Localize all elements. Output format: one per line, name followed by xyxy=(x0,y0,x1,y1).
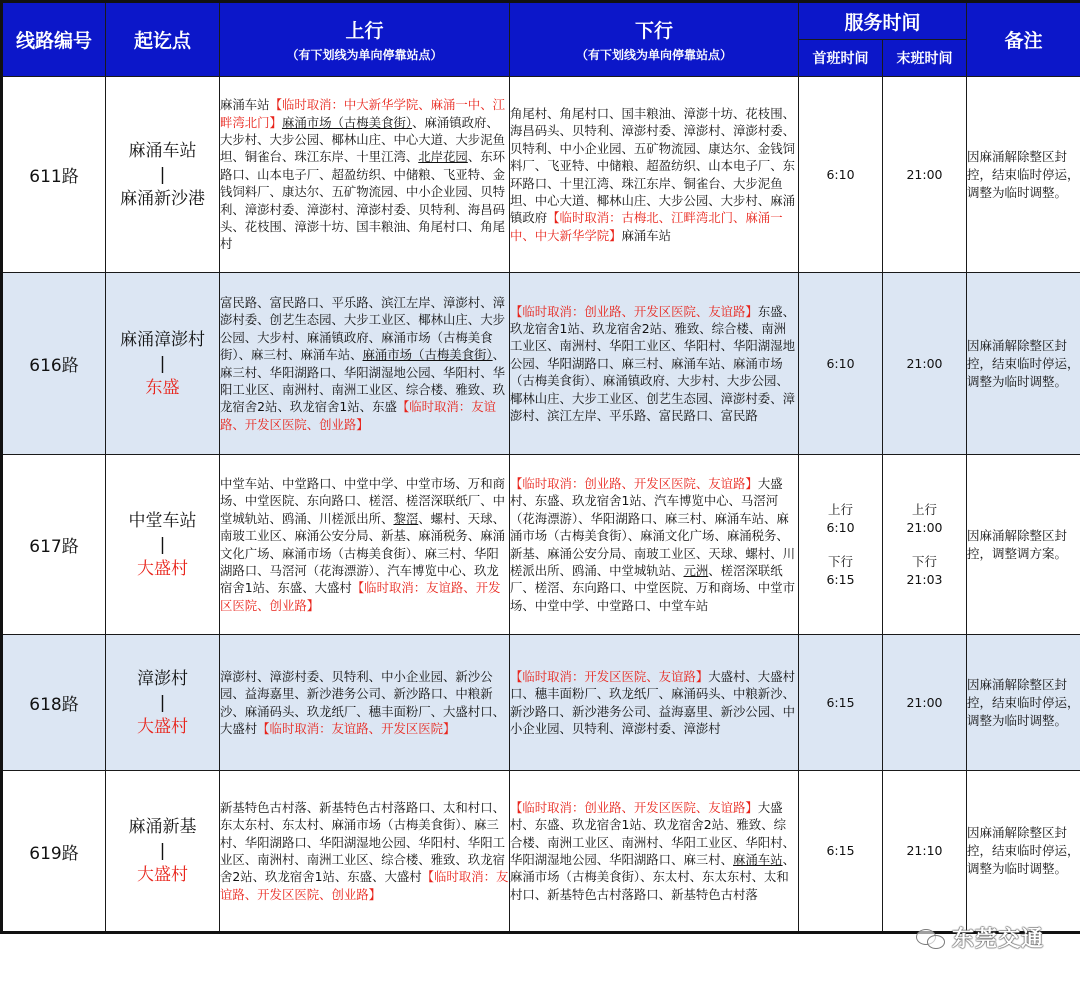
header-up-title: 上行 xyxy=(345,20,384,42)
cancelled-stops: 【临时取消：创业路、开发区医院、友谊路】 xyxy=(510,475,758,491)
first-bus-time xyxy=(799,635,883,771)
route-end: 大盛村 xyxy=(137,716,188,737)
remark-text: 因麻涌解除整区封控，结束临时停运，调整为临时调整。 xyxy=(967,273,1080,455)
header-down-note: （有下划线为单向停靠站点） xyxy=(575,48,732,62)
one-way-stop: 麻涌市场（古梅美食街） xyxy=(281,114,413,130)
stop-list: 新基特色古村落、新基特色古村落路口、太和村口、东太东村、东太村、麻涌市场（古梅美食街）、麻三村、华阳湖路口、华阳湖湿地公园、华阳村、华阳工业区、南洲村、南洲工业区、综合楼、雅致、玖龙宿舍2站、玖龙宿舍1站、东盛、大盛村 xyxy=(220,799,505,885)
table-row xyxy=(2,771,1080,933)
up-stops xyxy=(220,455,510,635)
route-separator: | xyxy=(159,841,166,861)
stop-list: 东盛、玖龙宿舍1站、玖龙宿舍2站、雅致、综合楼、南洲工业区、南洲村、华阳工业区、华阳村、华阳湖湿地公园、华阳湖路口、麻三村、麻涌车站、麻涌市场（古梅美食街）、麻涌镇政府、大步村、大步公园、椰林山庄、大步工业区、创艺生态园、漳澎村委、漳澎村、滨江左岸、平乐路、富民路口、富民路 xyxy=(510,303,795,424)
header-first-bus: 首班时间 xyxy=(799,40,883,77)
cancelled-stops: 【临时取消：开发区医院、友谊路】 xyxy=(510,668,709,684)
down-stops xyxy=(510,771,799,933)
header-service-time: 服务时间 xyxy=(799,2,967,40)
first-down-label: 下行 xyxy=(827,554,853,569)
route-end: 大盛村 xyxy=(137,865,188,885)
up-stops xyxy=(220,77,510,273)
header-route: 起讫点 xyxy=(106,2,220,77)
one-way-stop: 黎滘 xyxy=(393,510,419,526)
stop-list: 大盛村、东盛、玖龙宿舍1站、玖龙宿舍2站、雅致、综合楼、南洲工业区、南洲村、华阳工业区、华阳村、华阳湖湿地公园、华阳湖路口、麻三村、 xyxy=(510,799,795,867)
route-end: 大盛村 xyxy=(137,558,188,579)
table-row xyxy=(2,273,1080,455)
first-up-time: 6:10 xyxy=(826,519,855,535)
watermark xyxy=(916,922,1044,953)
header-line-no: 线路编号 xyxy=(2,2,106,77)
stop-list: 角尾村、角尾村口、国丰粮油、漳澎十坊、花枝围、海昌码头、贝特利、漳澎村委、漳澎村、漳澎村委、贝特利、中小企业园、五矿物流园、康达尔、金钱饲料厂、飞亚特、中储粮、超盈纺织、山本电子厂、东环路口、十里江湾、珠江东岸、铜雀台、大步泥鱼坦、中心大道、椰林山庄、大步公园、大步村、麻涌镇政府 xyxy=(510,105,795,226)
stop-list: 漳澎村、漳澎村委、贝特利、中小企业园、新沙公园、益海嘉里、新沙港务公司、新沙路口、中粮新沙、麻涌码头、玖龙纸厂、穗丰面粉厂、大盛村口、大盛村 xyxy=(220,668,505,736)
first-up-label: 上行 xyxy=(827,502,853,517)
cancelled-stops: 【临时取消：创业路、开发区医院、友谊路】 xyxy=(510,303,758,319)
route-endpoints xyxy=(106,77,220,273)
down-stops xyxy=(510,635,799,771)
route-end: 麻涌新沙港 xyxy=(120,188,205,209)
up-stops xyxy=(220,273,510,455)
stop-list: 、螺村、天球、南玻工业区、麻涌公安分局、新基、麻涌税务、麻涌文化广场、麻涌市场（古梅美食街）、麻三村、华阳湖路口、马滘河（花海漂游）、汽车博览中心、玖龙宿舍1站、东盛、大盛村 xyxy=(220,510,505,596)
stop-list: 、东环路口、山本电子厂、超盈纺织、中储粮、飞亚特、金钱饲料厂、康达尔、五矿物流园、中小企业园、贝特利、漳澎村委、漳澎村、漳澎村委、贝特利、海昌码头、花枝围、漳澎十坊、国丰粮油、角尾村口、角尾村 xyxy=(220,149,505,252)
remark-text: 因麻涌解除整区封控，调整调方案。 xyxy=(967,455,1080,635)
spacer xyxy=(799,536,882,553)
last-bus-time xyxy=(883,635,967,771)
route-separator: | xyxy=(159,353,166,374)
header-remark: 备注 xyxy=(967,2,1080,77)
last-bus-time xyxy=(883,455,967,635)
header-last-bus: 末班时间 xyxy=(883,40,967,77)
cancelled-stops: 【临时取消：友谊路、开发区医院、创业路】 xyxy=(220,399,496,432)
header-up xyxy=(220,2,510,77)
stop-list: 大盛村、大盛村口、穗丰面粉厂、玖龙纸厂、麻涌码头、中粮新沙、新沙路口、新沙港务公司、益海嘉里、新沙公园、中小企业园、贝特利、漳澎村委、漳澎村 xyxy=(510,668,795,736)
stop-list: 、麻涌镇政府、大步村、大步公园、椰林山庄、中心大道、大步泥鱼坦、铜雀台、珠江东岸、十里江湾、 xyxy=(220,114,505,165)
table-row xyxy=(2,455,1080,635)
last-time: 21:00 xyxy=(906,166,943,182)
one-way-stop: 麻涌市场（古梅美食街） xyxy=(362,347,493,363)
last-bus-time xyxy=(883,771,967,933)
cancelled-stops: 【临时取消：友谊路、开发区医院、创业路】 xyxy=(220,580,501,613)
one-way-stop: 麻涌车站 xyxy=(733,852,783,867)
first-time: 6:15 xyxy=(826,843,855,859)
down-stops xyxy=(510,77,799,273)
line-number: 619路 xyxy=(2,771,106,933)
one-way-stop: 北岸花园 xyxy=(418,149,468,165)
cancelled-stops: 【临时取消：中大新华学院、麻涌一中、江畔湾北门】 xyxy=(220,97,505,130)
last-up-label: 上行 xyxy=(912,502,938,517)
last-up-time: 21:00 xyxy=(906,519,943,535)
line-number: 616路 xyxy=(2,273,106,455)
spacer xyxy=(883,536,966,553)
last-down-label: 下行 xyxy=(912,554,938,569)
remark-text: 因麻涌解除整区封控，结束临时停运，调整为临时调整。 xyxy=(967,77,1080,273)
route-start: 漳澎村 xyxy=(137,668,188,689)
first-time: 6:15 xyxy=(826,694,855,710)
down-stops xyxy=(510,273,799,455)
first-bus-time xyxy=(799,273,883,455)
last-down-time: 21:03 xyxy=(906,571,943,587)
watermark-text: 东莞交通 xyxy=(951,927,1044,952)
one-way-stop: 元洲 xyxy=(683,562,709,578)
up-stops xyxy=(220,771,510,933)
first-down-time: 6:15 xyxy=(826,571,855,587)
line-number: 618路 xyxy=(2,635,106,771)
first-bus-time xyxy=(799,77,883,273)
route-start: 麻涌车站 xyxy=(128,140,197,161)
cancelled-stops: 【临时取消：友谊路、开发区医院】 xyxy=(257,720,456,736)
table-row xyxy=(2,77,1080,273)
route-separator: | xyxy=(159,164,166,185)
stop-list: 、麻三村、华阳湖路口、华阳湖湿地公园、华阳村、华阳工业区、南洲村、南洲工业区、综合楼、雅致、玖龙宿舍2站、玖龙宿舍1站、东盛 xyxy=(220,347,505,415)
route-start: 中堂车站 xyxy=(128,510,197,531)
last-time: 21:00 xyxy=(906,355,943,371)
line-number: 617路 xyxy=(2,455,106,635)
cancelled-stops: 【临时取消：友谊路、开发区医院、创业路】 xyxy=(220,869,509,902)
remark-text: 因麻涌解除整区封控，结束临时停运，调整为临时调整。 xyxy=(967,635,1080,771)
route-separator: | xyxy=(159,692,166,713)
stop-list: 大盛村、东盛、玖龙宿舍1站、汽车博览中心、马滘河（花海漂游）、华阳湖路口、麻三村、麻涌车站、麻涌市场（古梅美食街）、麻涌文化广场、麻涌税务、新基、麻涌公安分局、南玻工业区、天球、螺村、川槎派出所、鸥涌、中堂城轨站、 xyxy=(510,475,795,578)
remark-text: 因麻涌解除整区封控，结束临时停运，调整为临时调整。 xyxy=(967,771,1080,933)
route-endpoints xyxy=(106,635,220,771)
first-bus-time xyxy=(799,771,883,933)
wechat-icon xyxy=(916,925,946,951)
cancelled-stops: 【临时取消：创业路、开发区医院、友谊路】 xyxy=(510,799,758,815)
header-down-title: 下行 xyxy=(634,20,673,42)
stop-list: 麻涌车站 xyxy=(621,227,672,243)
stop-list: 麻涌车站 xyxy=(220,97,270,113)
last-bus-time xyxy=(883,273,967,455)
route-endpoints xyxy=(106,273,220,455)
route-endpoints xyxy=(106,455,220,635)
stop-list: 、麻涌市场（古梅美食街）、东太村、东太东村、太和村口、新基特色古村落路口、新基特色古村落 xyxy=(510,852,795,902)
cancelled-stops: 【临时取消：古梅北、江畔湾北门、麻涌一中、中大新华学院】 xyxy=(510,210,783,243)
route-end: 东盛 xyxy=(145,377,180,398)
route-start: 麻涌新基 xyxy=(128,817,197,837)
first-bus-time xyxy=(799,455,883,635)
down-stops xyxy=(510,455,799,635)
header-down xyxy=(510,2,799,77)
route-start: 麻涌漳澎村 xyxy=(120,329,205,350)
first-time: 6:10 xyxy=(826,355,855,371)
table-body xyxy=(2,77,1080,933)
last-bus-time xyxy=(883,77,967,273)
up-stops xyxy=(220,635,510,771)
last-time: 21:10 xyxy=(906,843,943,859)
stop-list: 中堂车站、中堂路口、中堂中学、中堂市场、万和商场、中堂医院、东向路口、槎滘、槎滘深联纸厂、中堂城轨站、鸥涌、川槎派出所、 xyxy=(220,475,505,526)
line-number: 611路 xyxy=(2,77,106,273)
last-time: 21:00 xyxy=(906,694,943,710)
stop-list: 富民路、富民路口、平乐路、滨江左岸、漳澎村、漳澎村委、创艺生态园、大步工业区、椰林山庄、大步公园、大步村、麻涌镇政府、麻涌市场（古梅美食街）、麻三村、麻涌车站、 xyxy=(220,294,505,363)
route-separator: | xyxy=(159,534,166,555)
stop-list: 、槎滘深联纸厂、槎滘、东向路口、中堂医院、万和商场、中堂市场、中堂中学、中堂路口、中堂车站 xyxy=(510,562,795,613)
route-endpoints xyxy=(106,771,220,933)
table-row xyxy=(2,635,1080,771)
header-up-note: （有下划线为单向停靠站点） xyxy=(286,48,443,62)
first-time: 6:10 xyxy=(826,166,855,182)
